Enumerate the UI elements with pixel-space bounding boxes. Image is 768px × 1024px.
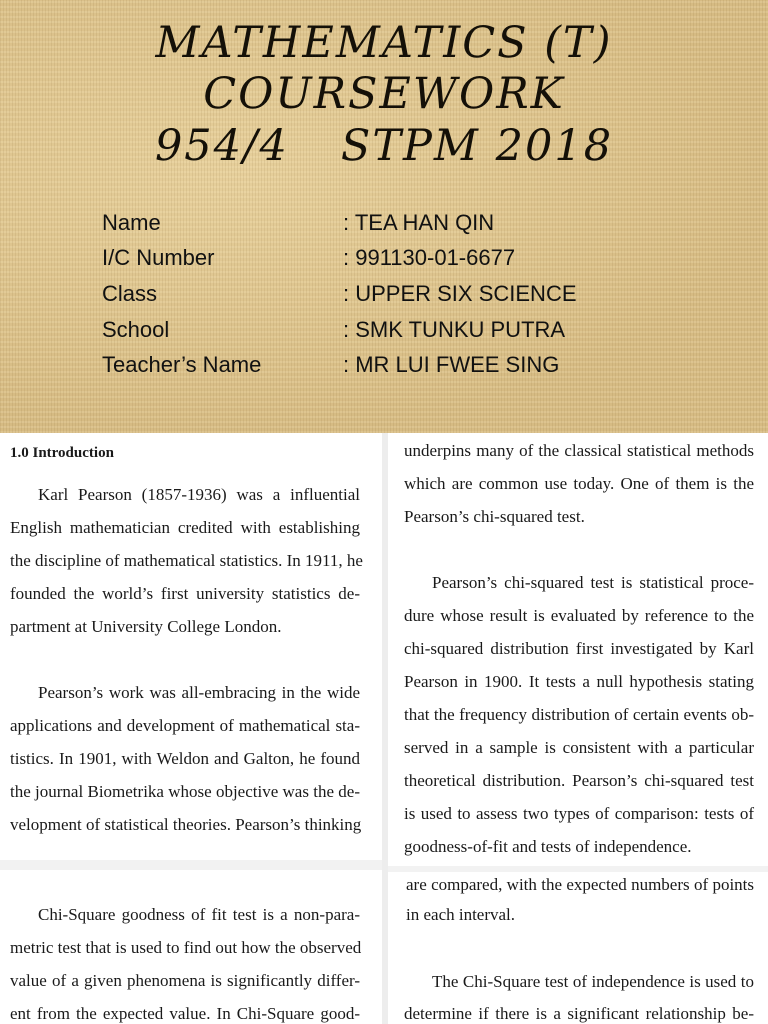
right-column [388, 433, 768, 1024]
paragraph-line: which are common use today. One of them is the [404, 474, 754, 493]
paragraph-line: metric test that is used to find out how the observed [10, 938, 362, 957]
info-value: : SMK TUNKU PUTRA [343, 317, 566, 342]
cover-title-line1: MATHEMATICS (T) [155, 18, 613, 68]
paragraph-line: theoretical distribution. Pearson’s chi-squared test [404, 771, 754, 790]
paragraph-line: served in a sample is consistent with a particular [404, 738, 754, 757]
paragraph-line: partment at University College London. [10, 617, 282, 636]
info-value: : MR LUI FWEE SING [343, 352, 560, 377]
paragraph-line: value of a given phenomena is significantly differ- [10, 971, 360, 990]
exam-name: STPM 2018 [340, 121, 614, 171]
paragraph-line: underpins many of the classical statistical methods [404, 441, 754, 460]
left-column [0, 433, 382, 1024]
info-label: Class [102, 281, 158, 306]
info-row-name [0, 210, 768, 244]
info-label: I/C Number [102, 245, 215, 270]
paragraph-line: Pearson’s chi-squared test. [404, 507, 585, 526]
page-separator [0, 860, 382, 870]
paragraph-line: determine if there is a significant relationship be- [404, 1004, 754, 1023]
paragraph-line: Chi-Square goodness of fit test is a non-para- [38, 905, 360, 924]
info-row-school [0, 317, 768, 351]
paragraph-line: in each interval. [406, 905, 516, 924]
paragraph-line: ent from the expected value. In Chi-Square good- [10, 1004, 360, 1023]
paragraph-line: founded the world’s first university statistics de- [10, 584, 360, 603]
paragraph-line: the discipline of mathematical statistics. In 1911, he [10, 551, 363, 570]
paragraph-line: the journal Biometrika whose objective was the de- [10, 782, 360, 801]
info-row-teacher [0, 352, 768, 386]
paragraph-line: Pearson’s work was all-embracing in the wide [38, 683, 360, 702]
paragraph-line: goodness-of-fit and tests of independence. [404, 837, 692, 856]
paragraph-line: is used to assess two types of comparison: tests of [404, 804, 754, 823]
course-code: 954/4 [154, 121, 289, 171]
page-separator [388, 866, 768, 872]
info-row-ic-number [0, 245, 768, 279]
cover-title-line2: COURSEWORK [203, 69, 565, 119]
paragraph-line: that the frequency distribution of certain events ob- [404, 705, 754, 724]
info-value: : UPPER SIX SCIENCE [343, 281, 577, 306]
paragraph-line: tistics. In 1901, with Weldon and Galton, he found [10, 749, 360, 768]
info-label: Teacher’s Name [102, 352, 262, 377]
paragraph-line: Pearson in 1900. It tests a null hypothesis stating [404, 672, 754, 691]
info-row-class [0, 281, 768, 315]
paragraph-line: chi-squared distribution first investigated by Karl [404, 639, 754, 658]
section-heading: 1.0 Introduction [10, 445, 114, 461]
paragraph-line: The Chi-Square test of independence is used to [432, 972, 754, 991]
info-label: School [102, 317, 170, 342]
cover-slide [0, 0, 768, 433]
paragraph-line: dure whose result is evaluated by reference to the [404, 606, 754, 625]
paragraph-line: are compared, with the expected numbers of points [406, 875, 754, 894]
cover-title-line3 [0, 121, 768, 171]
info-label: Name [102, 210, 161, 235]
paragraph-line: Pearson’s chi-squared test is statistical proce- [432, 573, 754, 592]
info-value: : 991130-01-6677 [343, 245, 516, 270]
info-value: : TEA HAN QIN [343, 210, 495, 235]
paragraph-line: applications and development of mathematical sta- [10, 716, 360, 735]
paragraph-line: English mathematician credited with establishing [10, 518, 360, 537]
paragraph-line: Karl Pearson (1857-1936) was a influential [38, 485, 360, 504]
paragraph-line: velopment of statistical theories. Pearson’s thinking [10, 815, 362, 834]
